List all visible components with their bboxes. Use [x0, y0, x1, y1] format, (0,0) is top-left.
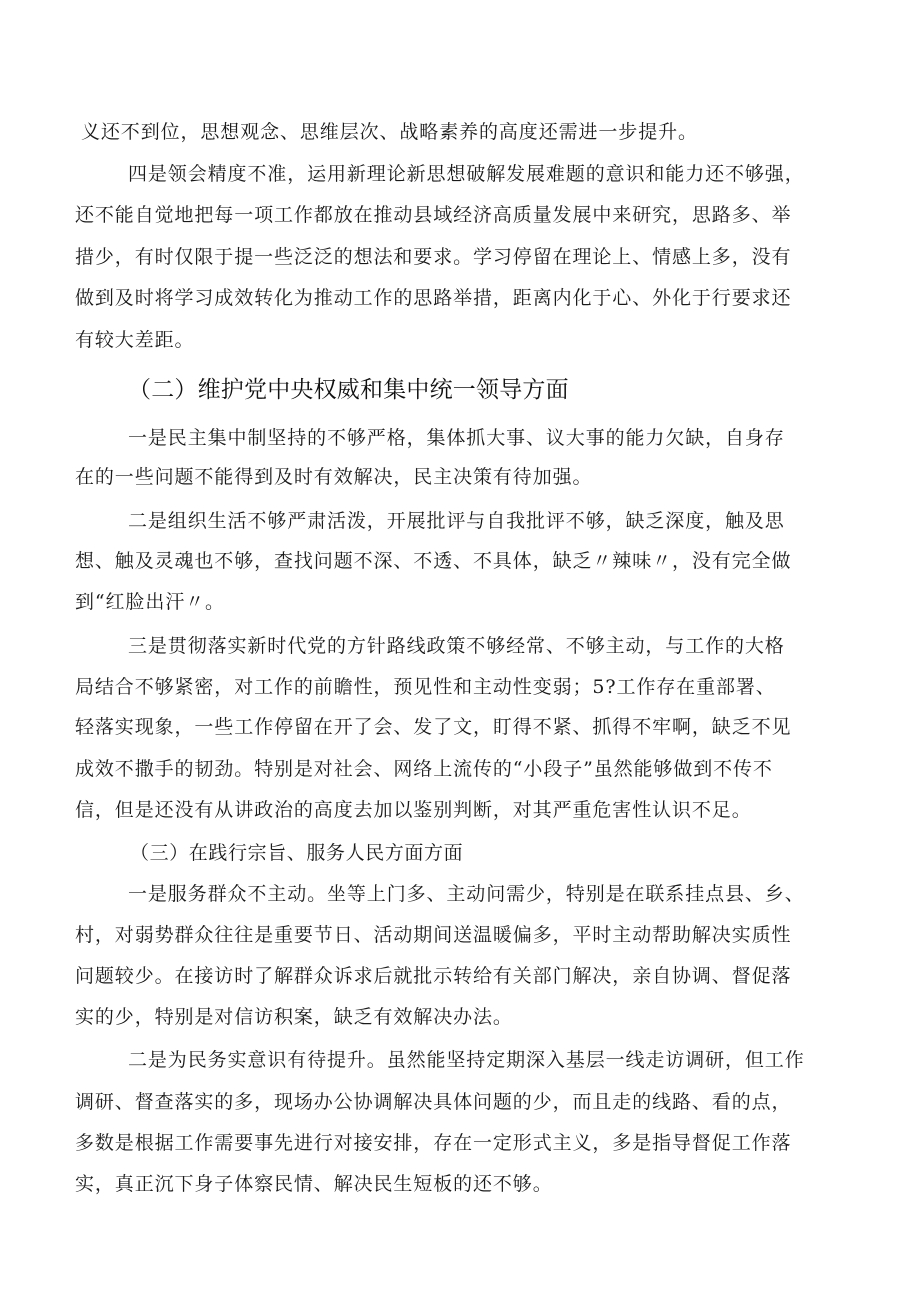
- paragraph-line: 还不能自觉地把每一项工作都放在推动县域经济高质量发展中来研究，思路多、举: [75, 204, 792, 226]
- paragraph-line: 问题较少。在接访时了解群众诉求后就批示转给有关部门解决，亲自协调、督促落: [75, 965, 792, 987]
- paragraph-line: 措少，有时仅限于提一些泛泛的想法和要求。学习停留在理论上、情感上多，没有: [75, 246, 792, 268]
- paragraph-line: 信，但是还没有从讲政治的高度去加以鉴别判断，对其严重危害性认识不足。: [75, 799, 752, 821]
- paragraph-line: 村，对弱势群众往往是重要节日、活动期间送温暖偏多，平时主动帮助解决实质性: [75, 924, 792, 946]
- paragraph-line: 二是组织生活不够严肃活泼，开展批评与自我批评不够，缺乏深度，触及思: [128, 510, 785, 532]
- paragraph-line: 到“红脸出汗〃。: [75, 591, 225, 613]
- paragraph-line: 四是领会精度不准，运用新理论新思想破解发展难题的意识和能力还不够强，: [128, 163, 805, 185]
- paragraph-line: 调研、督查落实的多，现场办公协调解决具体问题的少，而且走的线路、看的点，: [75, 1091, 792, 1113]
- paragraph-line: 轻落实现象，一些工作停留在开了会、发了文，盯得不紧、抓得不牢啊，缺乏不见: [75, 716, 792, 738]
- paragraph-line: 一是服务群众不主动。坐等上门多、主动问需少，特别是在联系挂点县、乡、: [128, 883, 805, 905]
- paragraph-line: 义还不到位，思想观念、思维层次、战略素养的高度还需进一步提升。: [81, 121, 698, 143]
- paragraph-line: 局结合不够紧密，对工作的前瞻性，预见性和主动性变弱；5?工作存在重部署、: [75, 676, 776, 698]
- section-heading-2: （二）维护党中央权威和集中统一领导方面: [128, 377, 569, 403]
- paragraph-line: 做到及时将学习成效转化为推动工作的思路举措，距离内化于心、外化于行要求还: [75, 287, 792, 309]
- paragraph-line: 实的少，特别是对信访积案，缺乏有效解决办法。: [75, 1006, 513, 1028]
- paragraph-line: 想、触及灵魂也不够，查找问题不深、不透、不具体，缺乏〃辣味〃，没有完全做: [75, 550, 792, 572]
- paragraph-line: 二是为民务实意识有待提升。虽然能坚持定期深入基层一线走访调研，但工作: [128, 1049, 805, 1071]
- paragraph-line: 成效不撒手的韧劲。特别是对社会、网络上流传的“小段子”虽然能够做到不传不: [75, 758, 773, 780]
- section-heading-3: （三）在践行宗旨、服务人民方面方面: [130, 842, 464, 864]
- paragraph-line: 实，真正沉下身子体察民情、解决民生短板的还不够。: [75, 1173, 553, 1195]
- paragraph-line: 有较大差距。: [75, 329, 195, 351]
- paragraph-line: 三是贯彻落实新时代党的方针路线政策不够经常、不够主动，与工作的大格: [128, 635, 785, 657]
- paragraph-line: 一是民主集中制坚持的不够严格，集体抓大事、议大事的能力欠缺，自身存: [128, 427, 785, 449]
- paragraph-line: 多数是根据工作需要事先进行对接安排，存在一定形式主义，多是指导督促工作落: [75, 1132, 792, 1154]
- paragraph-line: 在的一些问题不能得到及时有效解决，民主决策有待加强。: [75, 466, 593, 488]
